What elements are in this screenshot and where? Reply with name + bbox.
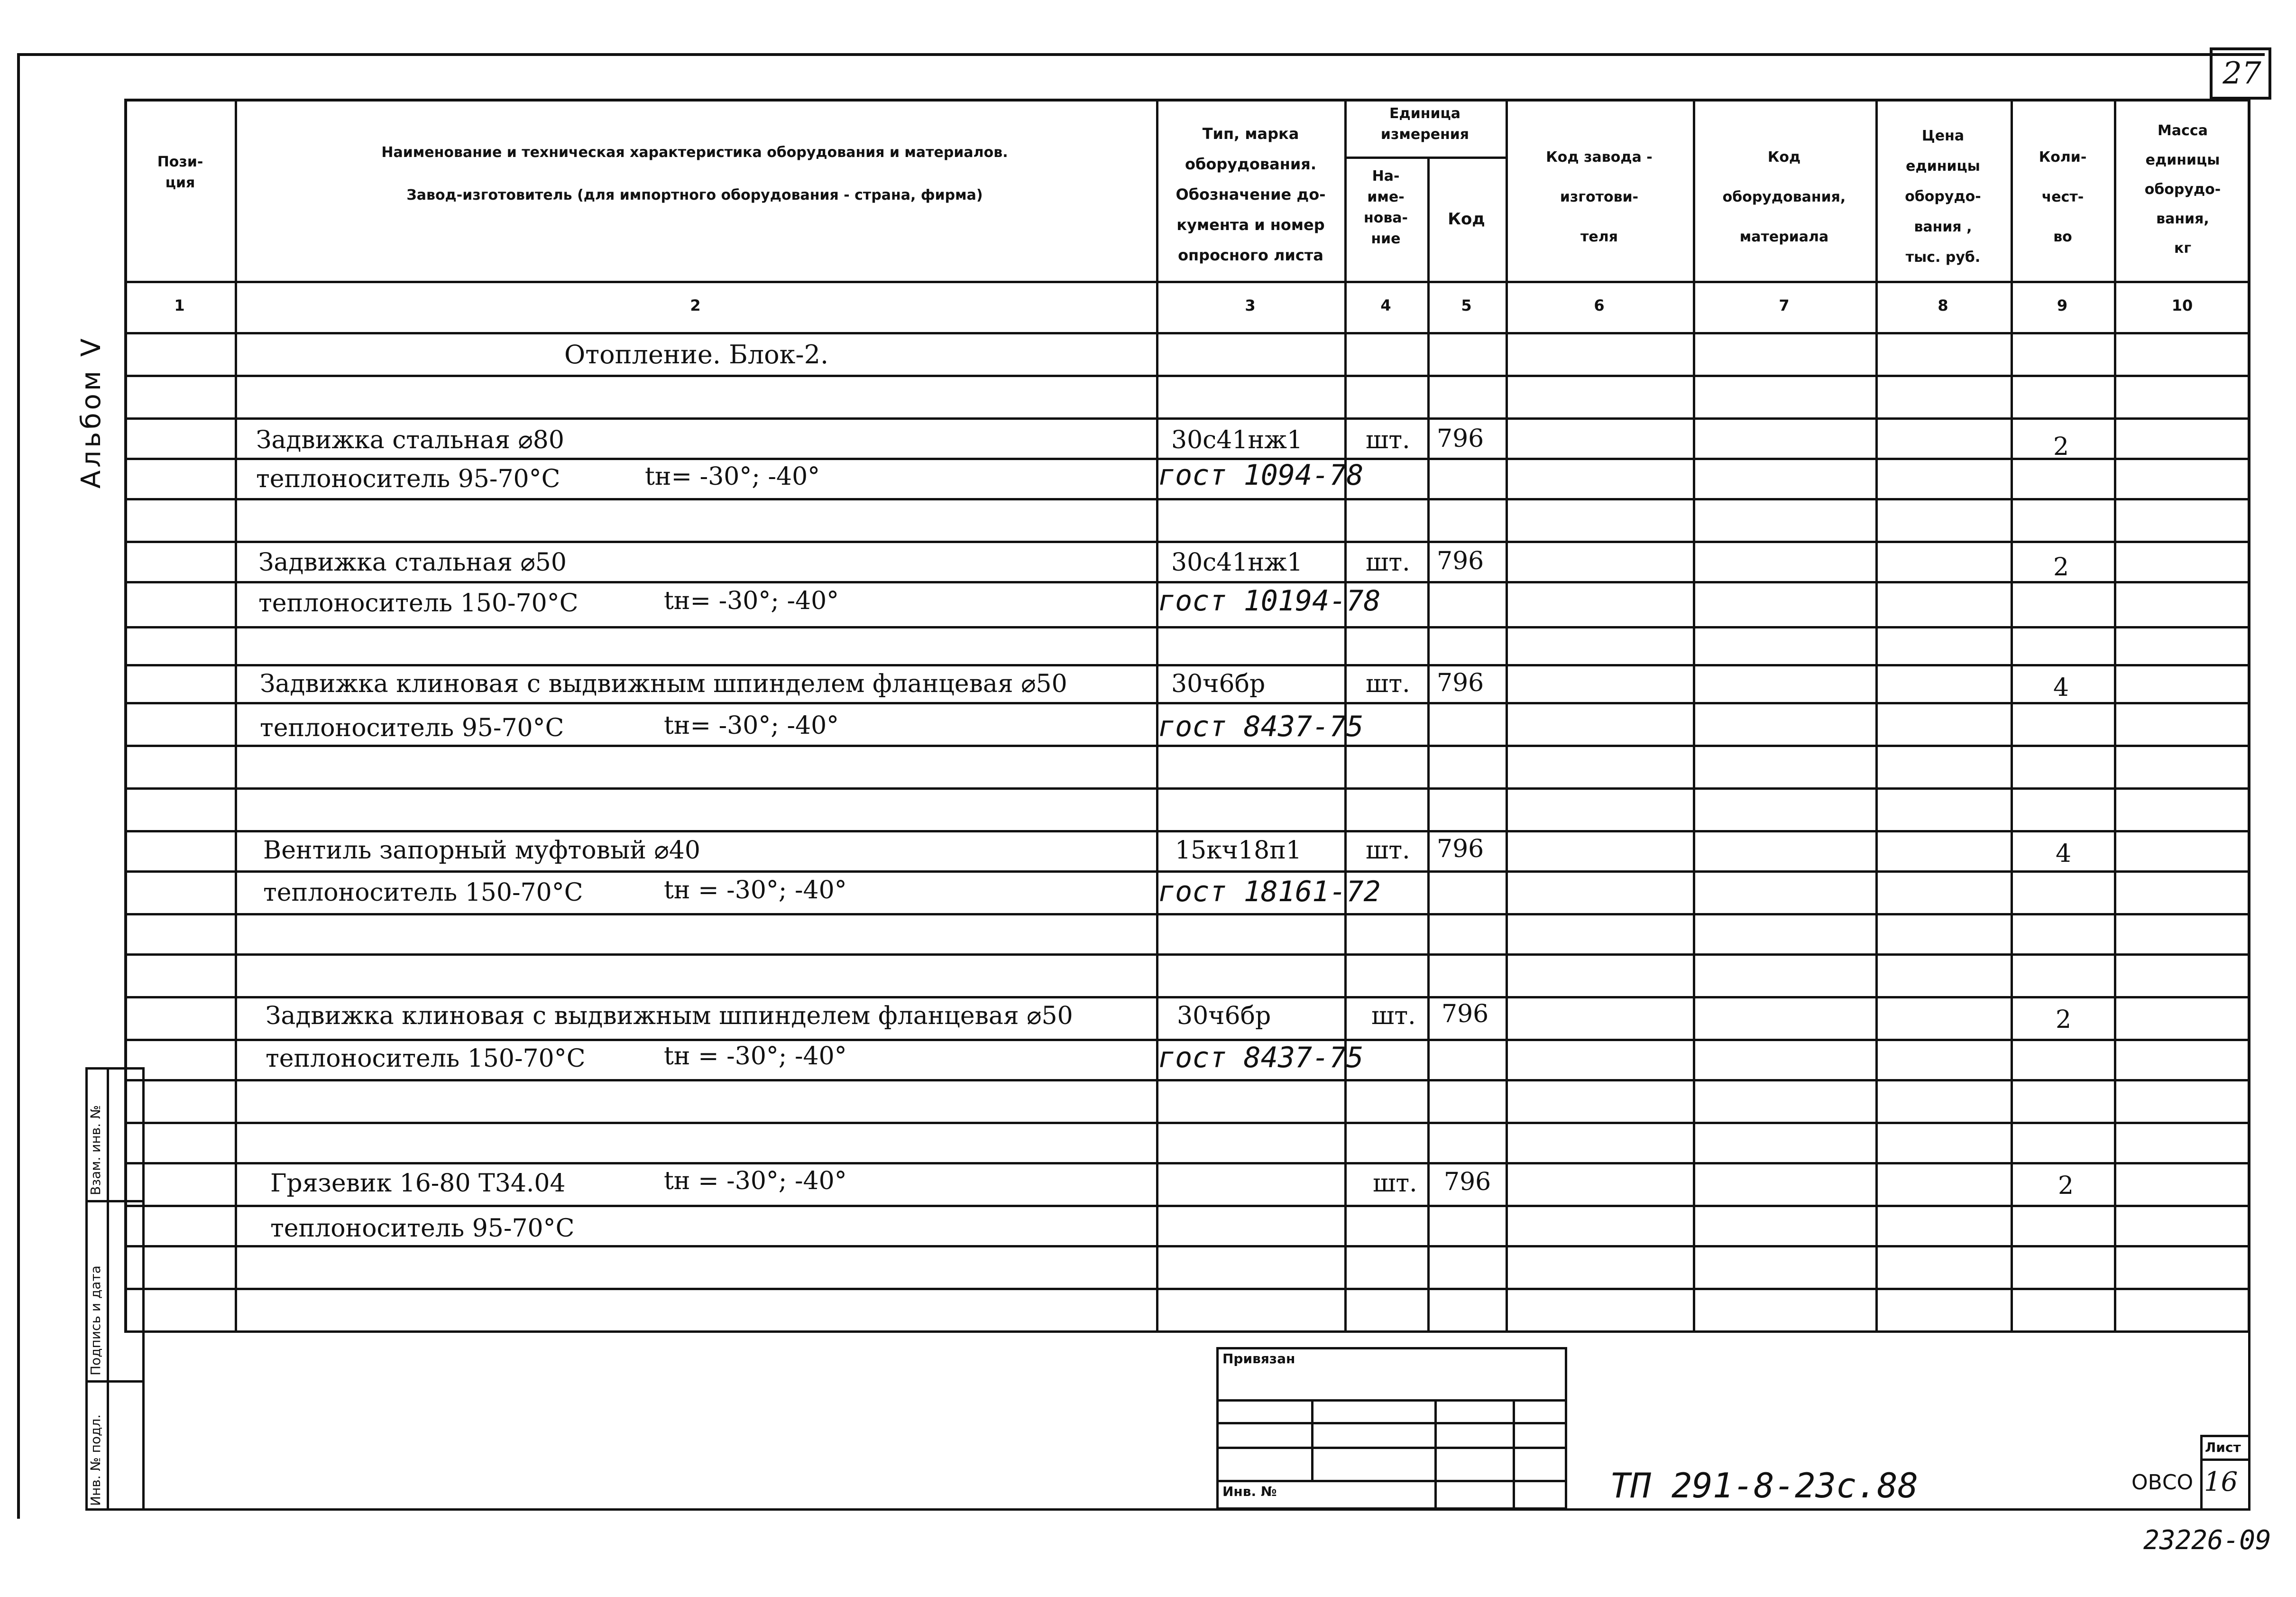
bottom-frame-bottom [85, 1508, 2250, 1511]
item-1-temp: tн= -30°; -40° [645, 462, 820, 491]
item-5-gost: гост 8437-75 [1158, 1041, 1364, 1074]
row-line [124, 787, 2250, 790]
item-4-code: 796 [1437, 835, 1484, 863]
row-line [124, 870, 2250, 873]
unit-group-divider [1344, 157, 1506, 159]
series-code: ОВСО [2131, 1470, 2194, 1495]
album-label: Альбом V [76, 335, 107, 489]
row-line [124, 1079, 2250, 1081]
row-line [124, 830, 2250, 832]
item-6-qty: 2 [2058, 1172, 2074, 1200]
item-4-detail: теплоноситель 150-70°С [263, 878, 583, 907]
row-line [124, 664, 2250, 666]
row-line [124, 626, 2250, 628]
side-stamp-div1 [85, 1200, 142, 1202]
item-2-qty: 2 [2053, 553, 2069, 582]
section-title: Отопление. Блок-2. [564, 340, 829, 369]
item-3-temp: tн= -30°; -40° [664, 711, 839, 740]
header-name-line2: Завод-изготовитель (для импортного оборудования - страна, фирма) [406, 187, 983, 203]
item-4-type: 15кч18п1 [1175, 836, 1302, 865]
item-2-unit: шт. [1366, 548, 1410, 577]
col-line-4 [1427, 157, 1430, 1332]
item-5-name: Задвижка клиновая с выдвижным шпинделем фланцевая ⌀50 [266, 1002, 1073, 1030]
header-price: Цена единицы оборудо- вания , тыс. руб. [1905, 128, 1981, 266]
item-3-code: 796 [1437, 669, 1484, 697]
item-5-type: 30ч6бр [1177, 1002, 1271, 1030]
header-unit-group: Единица измерения [1380, 105, 1469, 143]
row-line [124, 498, 2250, 500]
page-number: 27 [2223, 56, 2261, 91]
header-maker-code: Код завода - изготови- теля [1546, 149, 1653, 245]
row-line [124, 581, 2250, 583]
header-mass: Масса единицы оборудо- вания, кг [2144, 122, 2221, 257]
item-4-qty: 4 [2056, 840, 2072, 868]
item-2-code: 796 [1437, 547, 1484, 575]
colnum-5: 5 [1461, 296, 1472, 314]
col-line-9 [2114, 99, 2116, 1332]
col-line-1 [235, 99, 237, 1332]
colnum-1: 1 [174, 296, 185, 314]
header-type: Тип, марка оборудования. Обозначение до- кумента и номер опросного листа [1176, 125, 1326, 264]
row-line [124, 702, 2250, 704]
row-line [124, 745, 2250, 747]
header-equipment-code: Код оборудования, материала [1722, 149, 1846, 245]
side-podpis-label: Подпись и дата [88, 1265, 103, 1375]
row-line [124, 1288, 2250, 1290]
list-box-top [2200, 1435, 2250, 1437]
item-4-name: Вентиль запорный муфтовый ⌀40 [263, 836, 700, 865]
item-5-detail: теплоноситель 150-70°С [266, 1044, 586, 1073]
item-5-qty: 2 [2056, 1006, 2072, 1034]
item-1-name: Задвижка стальная ⌀80 [256, 426, 564, 454]
item-5-temp: tн = -30°; -40° [664, 1042, 847, 1071]
item-3-unit: шт. [1366, 670, 1410, 698]
item-2-name: Задвижка стальная ⌀50 [258, 548, 567, 577]
item-3-detail: теплоноситель 95-70°С [260, 714, 564, 742]
item-6-detail: теплоноситель 95-70°С [270, 1214, 575, 1243]
item-1-detail: теплоноситель 95-70°С [256, 465, 560, 493]
colnum-8: 8 [1938, 296, 1948, 314]
colnum-10: 10 [2171, 296, 2193, 314]
list-number: 16 [2204, 1467, 2238, 1497]
header-unit-code: Код [1448, 210, 1485, 229]
header-divider [124, 281, 2250, 283]
item-3-qty: 4 [2053, 674, 2069, 702]
item-2-type: 30с41нж1 [1171, 548, 1303, 577]
row-line [124, 375, 2250, 377]
side-stamp-top [85, 1067, 142, 1070]
col-line-6 [1693, 99, 1695, 1332]
item-1-code: 796 [1437, 425, 1484, 453]
colnum-divider [124, 332, 2250, 334]
item-1-qty: 2 [2053, 433, 2069, 461]
colnum-4: 4 [1380, 296, 1391, 314]
row-line [124, 1122, 2250, 1124]
row-line [124, 1245, 2250, 1247]
stamp-col [1513, 1399, 1515, 1510]
bottom-frame-right [2248, 1330, 2250, 1510]
row-line [124, 996, 2250, 998]
document-code: ТП 291-8-23с.88 [1610, 1466, 1919, 1505]
side-stamp-div2 [85, 1380, 142, 1383]
item-2-detail: теплоноситель 150-70°С [258, 589, 579, 618]
col-line-8 [2011, 99, 2013, 1332]
inv-no-label: Инв. № [1222, 1484, 1277, 1499]
row-line [124, 417, 2250, 420]
archive-number: 23226-09 [2143, 1525, 2271, 1556]
item-3-type: 30ч6бр [1171, 670, 1266, 698]
colnum-3: 3 [1245, 296, 1256, 314]
item-6-code: 796 [1444, 1168, 1491, 1196]
item-4-gost: гост 18161-72 [1158, 875, 1381, 908]
row-line [124, 913, 2250, 915]
row-line [124, 541, 2250, 543]
side-vzam-label: Взам. инв. № [88, 1105, 103, 1195]
list-label: Лист [2205, 1440, 2241, 1455]
bottom-frame-top [142, 1330, 2250, 1333]
row-line [124, 1205, 2250, 1207]
list-box-mid [2200, 1459, 2250, 1461]
header-quantity: Коли- чест- во [2039, 149, 2087, 245]
row-line [124, 953, 2250, 956]
col-line-5 [1506, 99, 1508, 1332]
item-4-temp: tн = -30°; -40° [664, 876, 847, 905]
item-3-gost: гост 8437-75 [1158, 710, 1364, 743]
item-6-name: Грязевик 16-80 Т34.04 [270, 1169, 566, 1198]
colnum-7: 7 [1779, 296, 1790, 314]
privyazan-label: Привязан [1222, 1351, 1295, 1366]
colnum-6: 6 [1594, 296, 1605, 314]
stamp-col [1434, 1399, 1437, 1510]
side-stamp-mid [107, 1067, 109, 1510]
item-6-temp: tн = -30°; -40° [664, 1167, 847, 1195]
item-1-type: 30с41нж1 [1171, 426, 1303, 454]
col-line-7 [1875, 99, 1878, 1332]
item-5-code: 796 [1442, 1000, 1489, 1028]
header-name-line1: Наименование и техническая характеристика оборудования и материалов. [381, 144, 1008, 161]
item-1-unit: шт. [1366, 426, 1410, 454]
header-position: Пози- ция [157, 154, 203, 191]
colnum-9: 9 [2057, 296, 2068, 314]
item-1-gost: гост 1094-78 [1158, 459, 1364, 492]
item-6-unit: шт. [1373, 1169, 1417, 1198]
item-2-temp: tн= -30°; -40° [664, 587, 839, 615]
side-stamp-right [142, 1067, 145, 1510]
item-3-name: Задвижка клиновая с выдвижным шпинделем фланцевая ⌀50 [260, 670, 1067, 698]
row-line [124, 1162, 2250, 1164]
stamp-col [1311, 1399, 1313, 1480]
item-2-gost: гост 10194-78 [1158, 584, 1381, 618]
colnum-2: 2 [690, 296, 701, 314]
item-5-unit: шт. [1371, 1002, 1416, 1030]
side-inv-label: Инв. № подл. [88, 1414, 103, 1506]
header-unit-name: На- име- нова- ние [1363, 168, 1408, 247]
item-4-unit: шт. [1366, 836, 1410, 865]
list-box-left [2200, 1435, 2203, 1510]
